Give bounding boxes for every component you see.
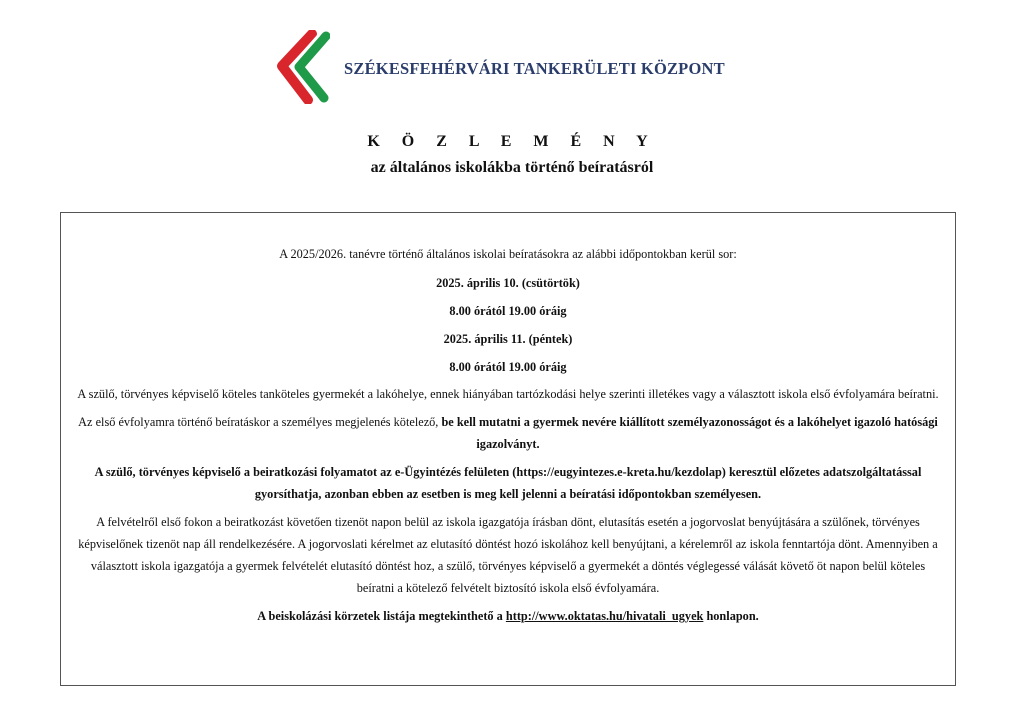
day2-date: 2025. április 11. (péntek) (443, 332, 573, 346)
document-subtitle: az általános iskolákba történő beíratásról (370, 159, 654, 176)
obligation-paragraph: A szülő, törvényes képviselő köteles tanköteles gyermekét a lakóhelye, ennek hiányában tartózkodási helye szerinti illetékes vagy a választott iskola első évfolyamára beíratni. (77, 387, 939, 401)
day1-time: 8.00 órától 19.00 óráig (449, 304, 567, 318)
attendance-bold-text: be kell mutatni a gyermek nevére kiállított személyazonosságot és a lakóhelyet igazoló hatósági igazolványt. (441, 415, 938, 451)
attendance-paragraph (75, 411, 941, 455)
admission-decision-paragraph: A felvételről első fokon a beiratkozást követően tizenöt napon belül az iskola igazgatója írásban dönt, elutasítás esetén a jogorvoslat benyújtására a szülőnek, törvényes képviselőnek tizenöt nap áll rendelkezésére. A jogorvoslati kérelmet az elutasító döntést hozó iskolához kell benyújtani, a kérelemről az iskola fenntartója dönt. Amennyiben a választott iskola igazgatója a gyermek felvételét elutasító döntést hoz, a szülő, törvényes képviselő a gyermekét a döntés véglegessé válását követő öt napon belül köteles beíratni a kötelező felvételt biztosító iskola első évfolyamára. (78, 515, 938, 595)
district-list-text: A beiskolázási körzetek listája megtekinthető a (257, 609, 506, 623)
district-list-paragraph (75, 605, 941, 627)
organization-name: SZÉKESFEHÉRVÁRI TANKERÜLETI KÖZPONT (344, 59, 725, 78)
tankerulet-logo-icon (272, 30, 330, 104)
attendance-text: Az első évfolyamra történő beíratáskor a személyes megjelenés kötelező, (78, 415, 442, 429)
document-title: K Ö Z L E M É N Y (367, 133, 657, 150)
notice-box (60, 212, 956, 686)
district-list-suffix: honlapon. (703, 609, 759, 623)
e-ugyintezes-paragraph: A szülő, törvényes képviselő a beiratkozási folyamatot az e-Ügyintézés felületen (https://eugyintezes.e-kreta.hu/kezdolap) keresztül előzetes adatszolgáltatással gyorsíthatja, azonban ebben az esetben is meg kell jelenni a beíratási időpontokban személyesen. (94, 465, 922, 501)
day2-time: 8.00 órától 19.00 óráig (449, 360, 567, 374)
day1-date: 2025. április 10. (csütörtök) (436, 276, 580, 290)
enrollment-schedule (75, 271, 941, 379)
document-header (272, 30, 725, 104)
intro-text: A 2025/2026. tanévre történő általános iskolai beíratásokra az alábbi időpontokban kerül sor: (279, 247, 737, 261)
oktatas-link[interactable]: http://www.oktatas.hu/hivatali_ugyek (505, 609, 704, 623)
